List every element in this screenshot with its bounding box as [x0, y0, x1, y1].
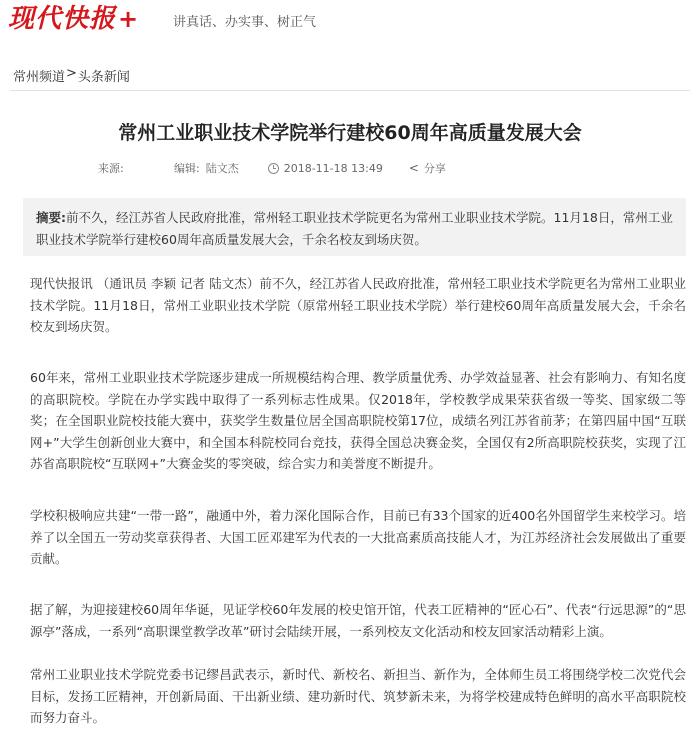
breadcrumb-separator: >	[66, 66, 77, 81]
site-slogan: 讲真话、办实事、树正气	[173, 15, 317, 30]
breadcrumb-channel-link[interactable]: 常州频道	[13, 70, 66, 85]
clock-icon	[268, 163, 279, 174]
publish-datetime: 2018-11-18 13:49	[283, 161, 383, 175]
article-paragraph: 学校积极响应共建“一带一路”，融通中外，着力深化国际合作，目前已有33个国家的近400名外国留学生来校学习。培养了以全国五一劳动奖章获得者、大国工匠邓建军为代表的一大批高素质高技能人才，为江苏经济社会发展做出了重要贡献。	[30, 508, 686, 566]
breadcrumb-divider	[10, 90, 690, 91]
logo-text: 现代快报	[8, 4, 117, 34]
article-summary	[23, 198, 686, 256]
share-icon[interactable]: <	[408, 161, 419, 175]
breadcrumb	[13, 66, 130, 85]
article-paragraph: 60年来，常州工业职业技术学院逐步建成一所规模结构合理、教学质量优秀、办学效益显著、社会有影响力、有知名度的高职院校。学院在办学实践中取得了一系列标志性成果。仅2018年，学校教学成果荣获省级一等奖、国家级二等奖；在全国职业院校技能大赛中，获奖学生数量位居全国高职院校第17位，成绩名列江苏省前茅；在第四届中国“互联网+”大学生创新创业大赛中，和全国本科院校同台竞技，获得全国总决赛金奖，全国仅有2所高职院校获奖，实现了江苏省高职院校“互联网+”大赛金奖的零突破，综合实力和美誉度不断提升。	[30, 370, 686, 471]
source-label: 来源:	[98, 162, 124, 175]
site-logo[interactable]	[8, 4, 138, 34]
site-header	[0, 0, 700, 40]
article-title: 常州工业职业技术学院举行建校60周年高质量发展大会	[118, 122, 582, 144]
article-paragraph: 常州工业职业技术学院党委书记缪昌武表示，新时代、新校名、新担当、新作为，全体师生员工将围绕学校二次党代会目标，发扬工匠精神，开创新局面、干出新业绩、建功新时代、筑梦新未来，为将学校建成特色鲜明的高水平高职院校而努力奋斗。	[30, 667, 686, 725]
share-button[interactable]: 分享	[423, 162, 446, 175]
article-meta	[98, 160, 446, 176]
summary-label: 摘要:	[36, 210, 66, 225]
breadcrumb-section-link[interactable]: 头条新闻	[77, 70, 130, 85]
logo-plus-mark: +	[118, 5, 139, 33]
editor-label: 编辑:	[174, 162, 200, 175]
article-paragraph: 现代快报讯 （通讯员 李颖 记者 陆文杰）前不久，经江苏省人民政府批准，常州轻工职业技术学院更名为常州工业职业技术学院。11月18日，常州工业职业技术学院（原常州轻工职业技术学院）举行建校60周年高质量发展大会，千余名校友到场庆贺。	[30, 276, 686, 334]
summary-text: 前不久，经江苏省人民政府批准，常州轻工职业技术学院更名为常州工业职业技术学院。11月18日，常州工业职业技术学院举行建校60周年高质量发展大会，千余名校友到场庆贺。	[36, 210, 673, 247]
editor-name: 陆文杰	[205, 162, 239, 175]
article-paragraph: 据了解，为迎接建校60周年华诞，见证学校60年发展的校史馆开馆，代表工匠精神的“匠心石”、代表“行远思源”的“思源亭”落成，一系列“高职课堂教学改革”研讨会陆续开展，一系列校友文化活动和校友回家活动精彩上演。	[30, 602, 686, 639]
